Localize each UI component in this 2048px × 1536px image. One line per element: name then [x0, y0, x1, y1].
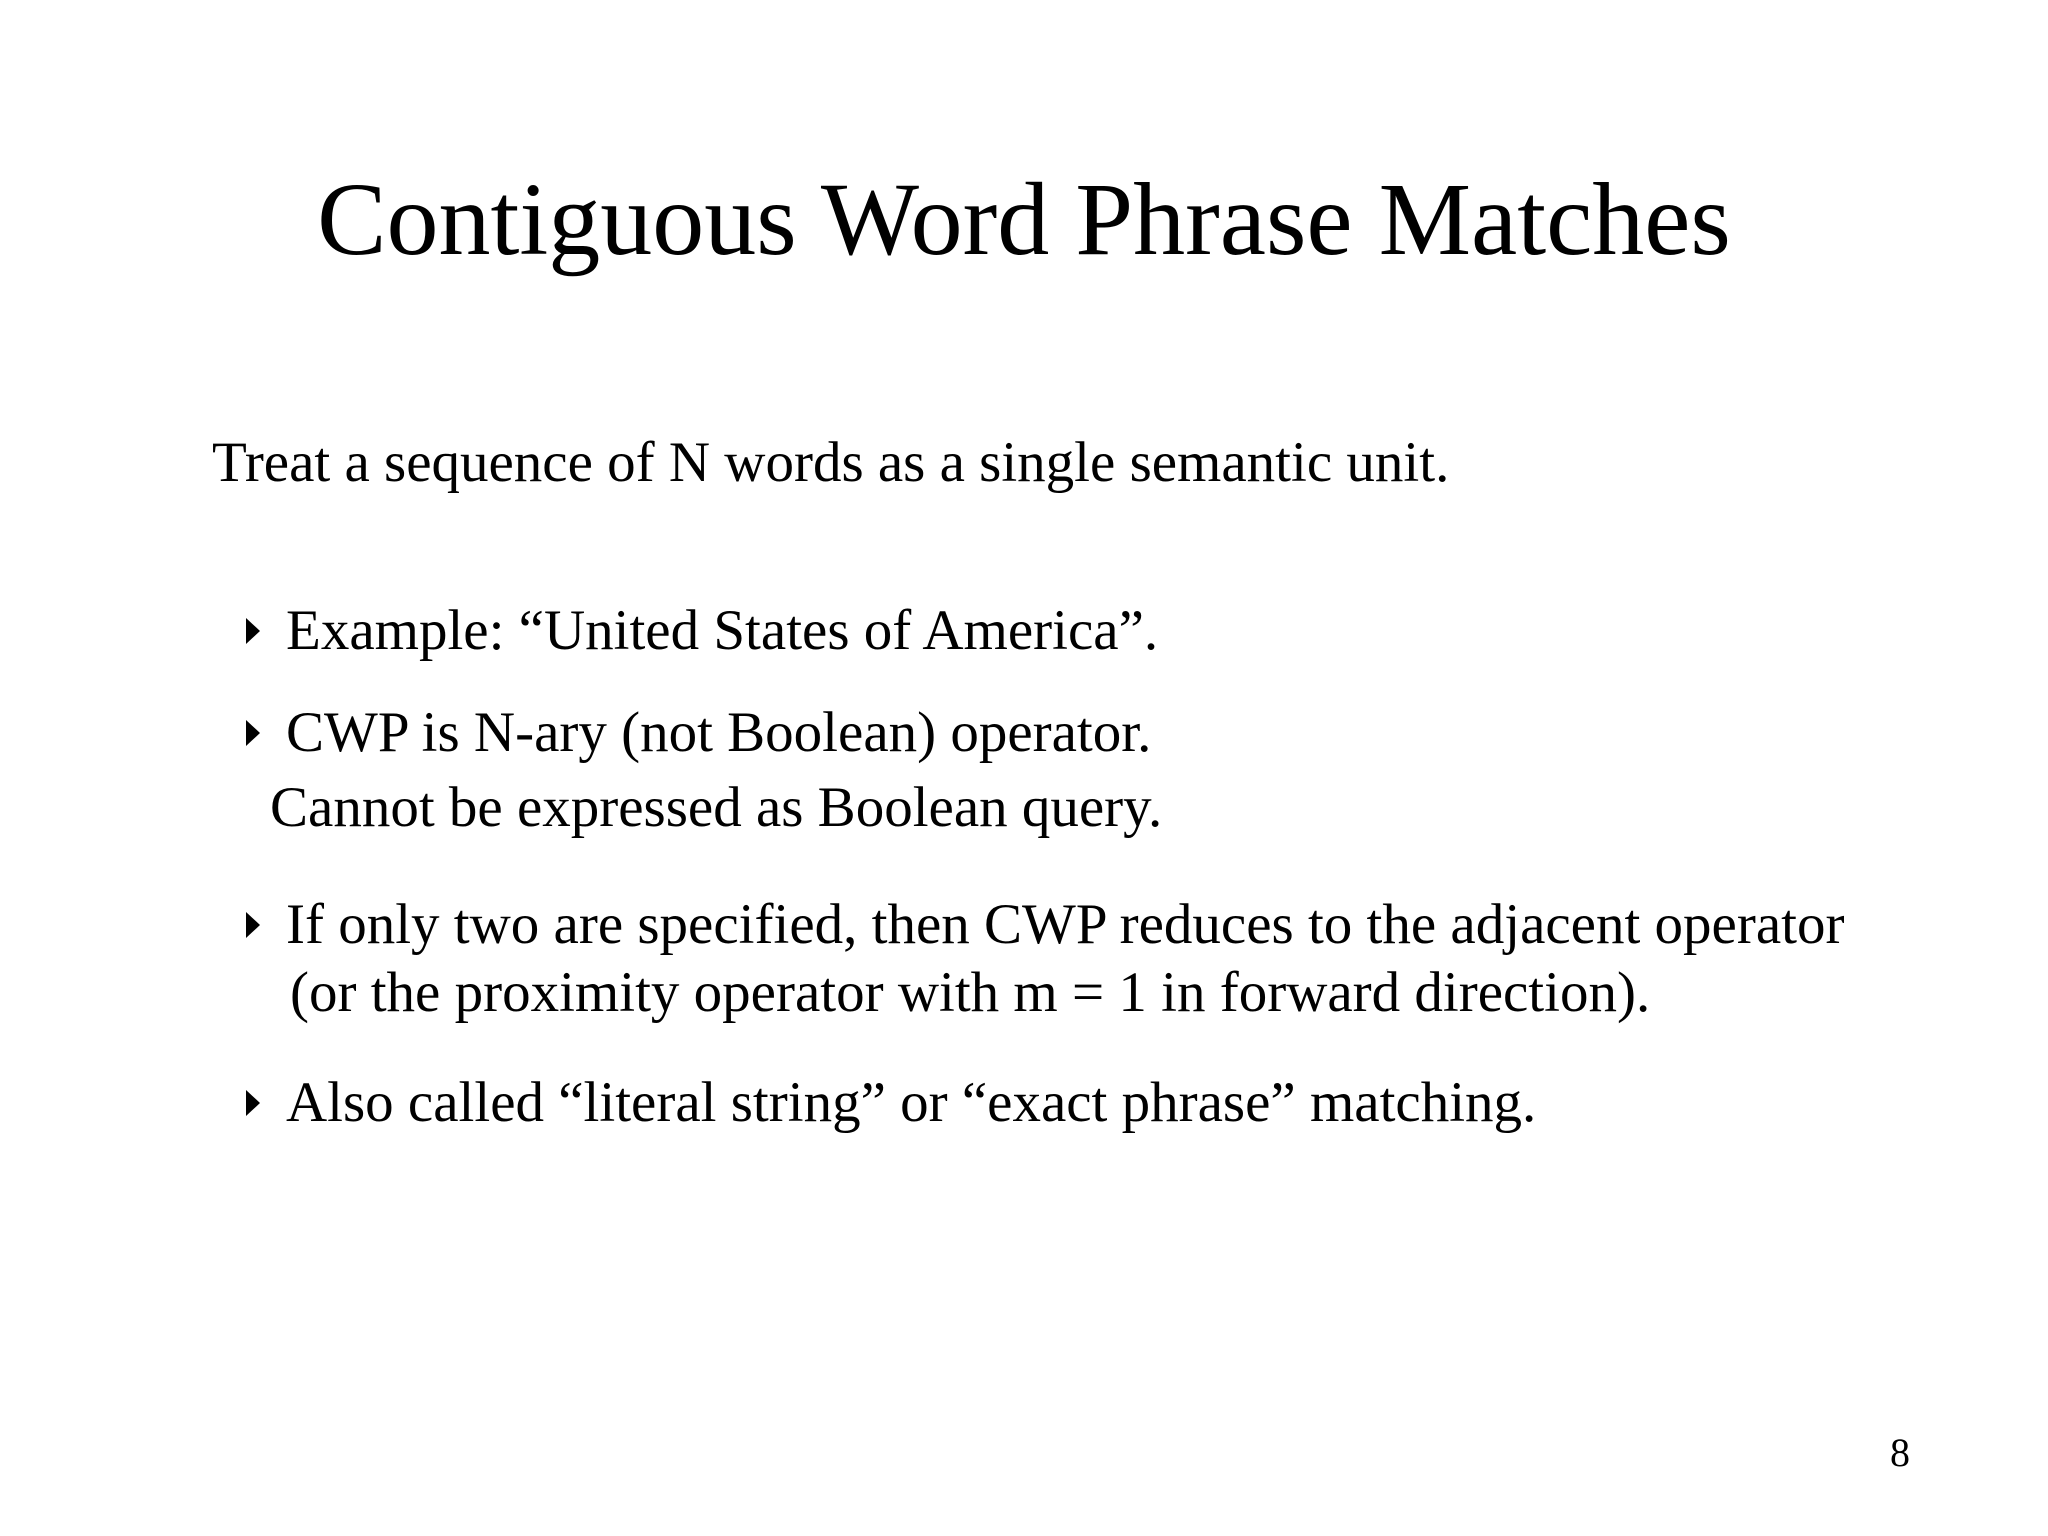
- bullet-text: Example: “United States of America”.: [286, 599, 1159, 662]
- slide-title: Contiguous Word Phrase Matches: [317, 162, 1731, 277]
- triangle-right-icon: [246, 596, 266, 666]
- bullet-text: CWP is N-ary (not Boolean) operator.: [286, 701, 1152, 764]
- page-number: 8: [1890, 1430, 1910, 1475]
- triangle-right-icon: [246, 1068, 266, 1138]
- bullet-text: If only two are specified, then CWP reduces to the adjacent operator: [286, 893, 1845, 956]
- bullet-continuation: (or the proximity operator with m = 1 in forward direction).: [290, 961, 1651, 1024]
- bullet-text: Also called “literal string” or “exact phrase” matching.: [286, 1071, 1537, 1134]
- bullet-continuation: Cannot be expressed as Boolean query.: [270, 776, 1163, 839]
- triangle-right-icon: [246, 698, 266, 768]
- triangle-right-icon: [246, 890, 266, 960]
- intro-text: Treat a sequence of N words as a single semantic unit.: [212, 431, 1450, 494]
